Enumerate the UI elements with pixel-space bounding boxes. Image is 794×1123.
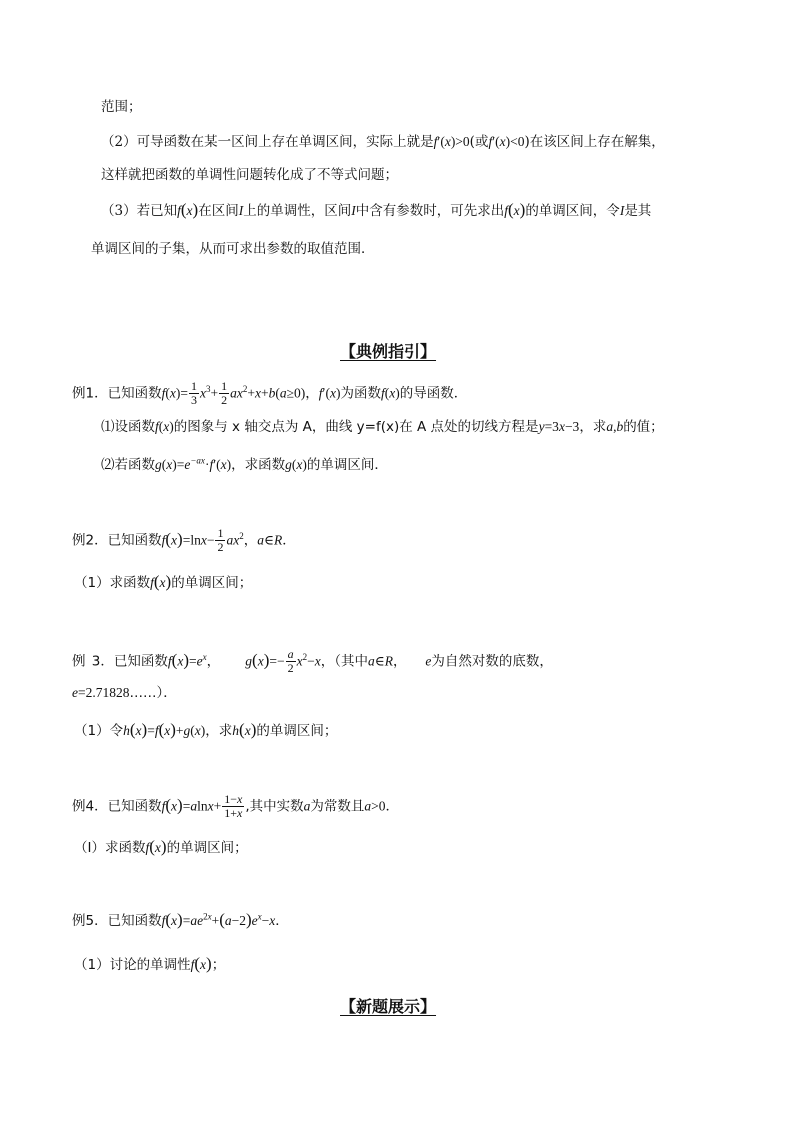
- intro-line-2: （2）可导函数在某一区间上存在单调区间，实际上就是f′(x)>0(或f′(x)<0)在该区间上存在解集，: [101, 134, 665, 150]
- example-1-part-2: ⑵若函数$g(x)=e^{-ax}\cdot f'(x)$，求函数g(x)的单调区间．: [101, 455, 388, 473]
- example-3-statement: 例 3．已知函数$f(x)=e^x$， g(x)=− $\frac{a}{2}$ $x^2-x$，（其中a∈R， e为自然对数的底数，: [72, 647, 553, 675]
- example-2-statement: 例2．已知函数f(x)=lnx− $\frac{1}{2}$ $ax^2$，a∈R．: [72, 526, 296, 554]
- example-1-statement: 例1．已知函数f(x)= $\frac{1}{3}$ $x^3+$ $\frac{1}{2}$ $ax^2+x+b(a\ge 0)$，f′(x)为函数f(x)的导函数．: [72, 379, 468, 407]
- example-3-e-value: e=2.71828……）．: [72, 685, 177, 701]
- section-heading-examples: 【典例指引】: [340, 342, 437, 361]
- example-5-statement: 例5．已知函数$f(x)=ae^{2x}+(a-2)e^x-x$．: [72, 910, 289, 929]
- example-4-part-1: （I）求函数f(x)的单调区间；: [74, 837, 248, 856]
- intro-line-4: （3）若已知f(x)在区间I上的单调性，区间I中含有参数时，可先求出f(x)的单调区间，令I是其: [101, 200, 652, 219]
- intro-line-5: 单调区间的子集，从而可求出参数的取值范围．: [91, 241, 375, 257]
- example-2-part-1: （1）求函数f(x)的单调区间；: [74, 572, 253, 591]
- section-heading-new-problems: 【新题展示】: [340, 997, 437, 1016]
- intro-line-3: 这样就把函数的单调性问题转化成了不等式问题；: [101, 167, 398, 183]
- example-1-part-1: ⑴设函数f(x)的图象与 x 轴交点为 A，曲线 y=f(x)在 A 点处的切线方程是y=3x−3，求a,b的值；: [101, 419, 664, 435]
- example-4-statement: 例4．已知函数f(x)=alnx+ $\frac{1-x}{1+x}$ ,其中实数a为常数且a>0．: [72, 792, 399, 820]
- example-3-part-1: （1）令h(x)=f(x)+g(x)，求h(x)的单调区间；: [74, 720, 338, 739]
- example-5-part-1: （1）讨论的单调性f(x)；: [74, 954, 226, 973]
- intro-line-1: 范围；: [101, 99, 142, 115]
